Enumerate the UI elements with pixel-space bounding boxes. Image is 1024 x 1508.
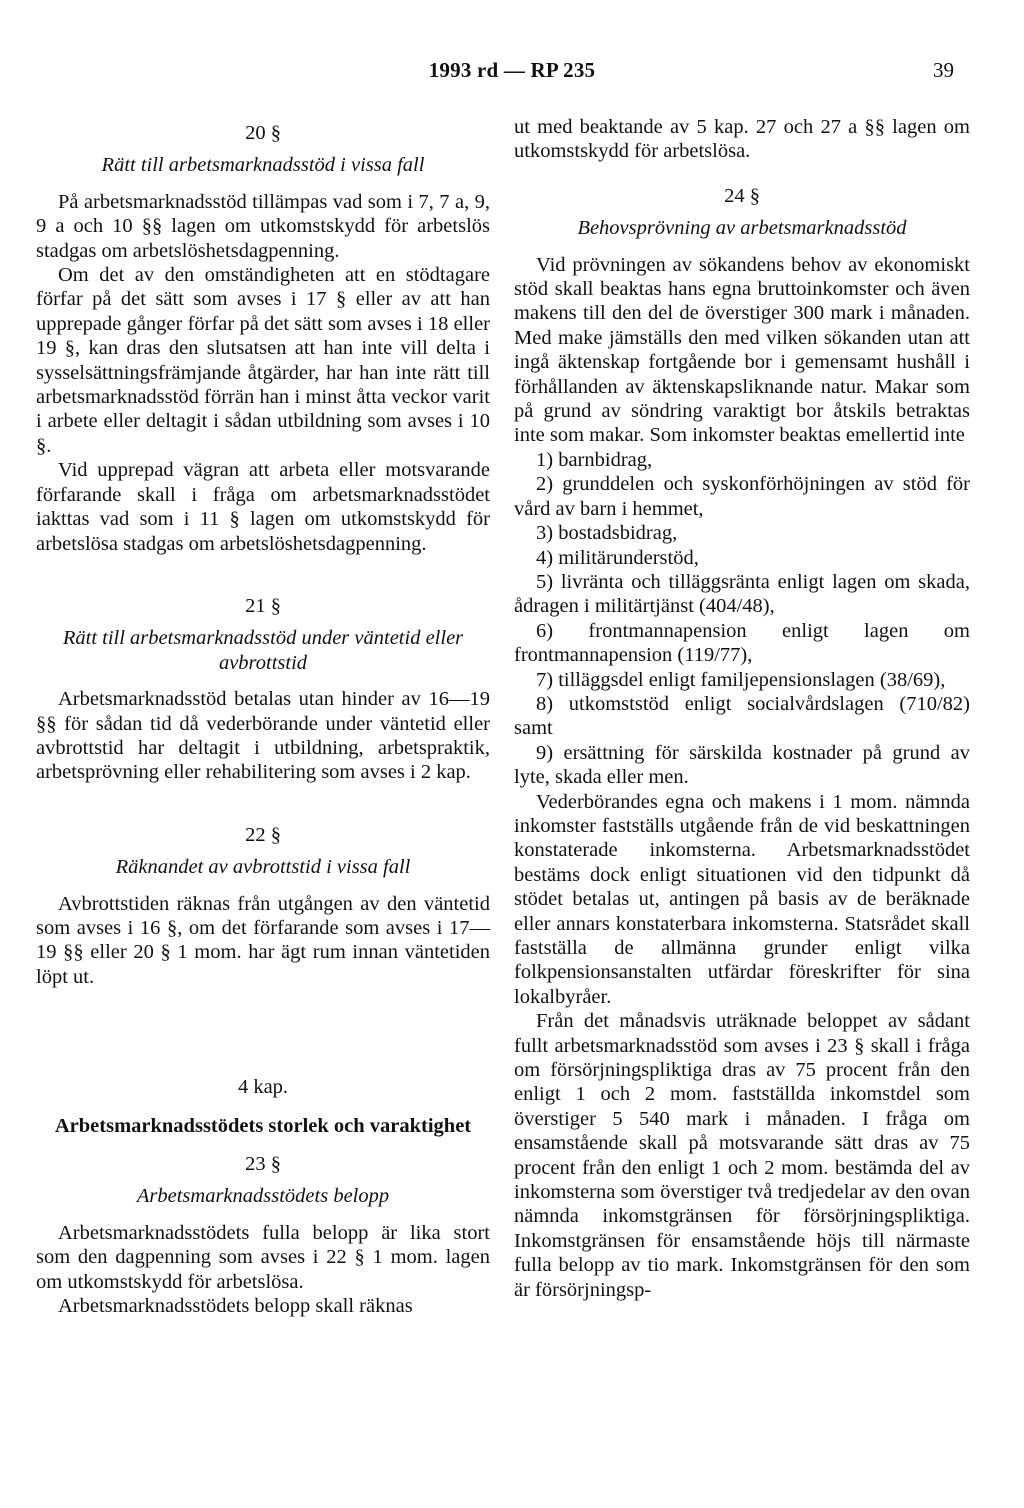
list-item: 1) barnbidrag,	[536, 448, 653, 471]
list-item: 5) livränta och tilläggsränta enligt lagen om skada, ådragen i militärtjänst (404/48),	[514, 570, 970, 618]
right-column	[514, 115, 970, 1302]
section-21-title: Rätt till arbetsmarknadsstöd under väntetid eller avbrottstid	[62, 627, 464, 674]
page-number: 39	[933, 58, 954, 82]
chapter-title: Arbetsmarknadsstödets storlek och varaktighet	[54, 1114, 472, 1137]
list-item: 6) frontmannapension enligt lagen om frontmannapension (119/77),	[514, 619, 970, 667]
section-24-paragraph-3: Från det månadsvis uträknade beloppet av sådant fullt arbetsmarknadsstöd som avses i 23 § skall i fråga om försörjningspliktiga dras av 75 procent från den enligt 1 och 2 mom. fastställda inkomstdel som överstiger 5 540 mark i månaden. I fråga om ensamstående skall på motsvarande sätt dras av 75 procent från den enligt 1 och 2 mom. bestämda del av inkomsterna som överstiger två tredjedelar av den ovan nämnda inkomstgränsen för försörjningspliktiga. Inkomstgränsen för ensamstående höjs till närmaste fulla belopp av tio mark. Inkomstgränsen för den som är försörjningsp-	[514, 1010, 970, 1301]
section-23-paragraph-2: Arbetsmarknadsstödets belopp skall räknas	[58, 1295, 413, 1318]
section-21-paragraph-1: Arbetsmarknadsstöd betalas utan hinder av 16—19 §§ för sådan tid då vederbörande under väntetid eller avbrottstid har deltagit i utbildning, arbetspraktik, arbetsprövning eller rehabilitering som avses i 2 kap.	[36, 688, 490, 784]
section-23-number: 23 §	[245, 1153, 281, 1175]
list-item: 3) bostadsbidrag,	[536, 522, 678, 545]
section-23-paragraph-1: Arbetsmarknadsstödets fulla belopp är lika stort som den dagpenning som avses i 22 § 1 mom. lagen om utkomstskydd för arbetslösa.	[36, 1221, 490, 1293]
list-item: 2) grunddelen och syskonförhöjningen av stöd för vård av barn i hemmet,	[514, 473, 970, 520]
left-column	[36, 115, 490, 1318]
section-20-paragraph-2: Om det av den omständigheten att en stödtagare förfar på det sätt som avses i 17 § eller av att han upprepade gånger förfar på det sätt som avses i 18 eller 19 §, kan dras den slutsatsen att han inte vill delta i sysselsättningsfrämjande åtgärder, har han inte rätt till arbetsmarknadsstöd förrän han i minst åtta veckor varit i arbete eller deltagit i sådan utbildning som avses i 10 §.	[36, 264, 490, 457]
list-item: 7) tilläggsdel enligt familjepensionslagen (38/69),	[536, 668, 946, 691]
section-22-paragraph-1: Avbrottstiden räknas från utgången av den väntetid som avses i 16 §, om det förfarande som avses i 17—19 §§ eller 20 § 1 mom. har ägt rum innan väntetiden löpt ut.	[36, 892, 490, 988]
section-21-number: 21 §	[245, 594, 281, 617]
running-title: 1993 rd — RP 235	[428, 58, 596, 82]
section-22-title: Räknandet av avbrottstid i vissa fall	[115, 856, 411, 879]
section-22-number: 22 §	[245, 823, 281, 846]
section-24-paragraph-2: Vederbörandes egna och makens i 1 mom. nämnda inkomster fastställs utgående från de vid beskattningen konstaterade inkomsterna. Arbetsmarknadsstödet bestäms dock enligt situationen vid den tidpunkt då stödet betalas ut, antingen på basis av de beräknade eller annars konstaterbara inkomsterna. Statsrådet skall fastställa de allmänna grunder enligt vilka folkpensionsanstalten utfärdar föreskrifter för sina lokalbyråer.	[514, 790, 970, 1008]
section-20-paragraph-1: På arbetsmarknadsstöd tillämpas vad som i 7, 7 a, 9, 9 a och 10 §§ lagen om utkomstskydd för arbetslös stadgas om arbetslöshetsdagpenning.	[36, 190, 490, 262]
continued-paragraph: ut med beaktande av 5 kap. 27 och 27 a §§ lagen om utkomstskydd för arbetslösa.	[514, 116, 970, 163]
section-24-number: 24 §	[724, 184, 760, 207]
page-header	[0, 58, 1024, 88]
list-item: 9) ersättning för särskilda kostnader på grund av lyte, skada eller men.	[514, 741, 970, 789]
list-item: 4) militärunderstöd,	[536, 546, 699, 569]
section-20-number: 20 §	[245, 122, 281, 144]
section-24-paragraph-1: Vid prövningen av sökandens behov av ekonomiskt stöd skall beaktas hans egna bruttoinkomster och även makens till den del de överstiger 300 mark i månaden. Med make jämställs den med vilken sökanden utan att ingå äktenskap fortgående bor i gemensamt hushåll i förhållanden av äktenskapsliknande natur. Makar som på grund av söndring varaktigt bor åtskils betraktas inte som makar. Som inkomster beaktas emellertid inte	[514, 253, 970, 447]
section-24-title: Behovsprövning av arbetsmarknadsstöd	[577, 217, 907, 240]
section-20-title: Rätt till arbetsmarknadsstöd i vissa fall	[101, 154, 425, 177]
section-20-paragraph-3: Vid upprepad vägran att arbeta eller motsvarande förfarande skall i fråga om arbetsmarknadsstödet iakttas vad som i 11 § lagen om utkomstskydd för arbetslösa stadgas om arbetslöshetsdagpenning.	[36, 459, 490, 555]
chapter-number: 4 kap.	[237, 1076, 289, 1099]
section-23-title: Arbetsmarknadsstödets belopp	[136, 1185, 390, 1208]
list-item: 8) utkomststöd enligt socialvårdslagen (710/82) samt	[514, 692, 970, 740]
